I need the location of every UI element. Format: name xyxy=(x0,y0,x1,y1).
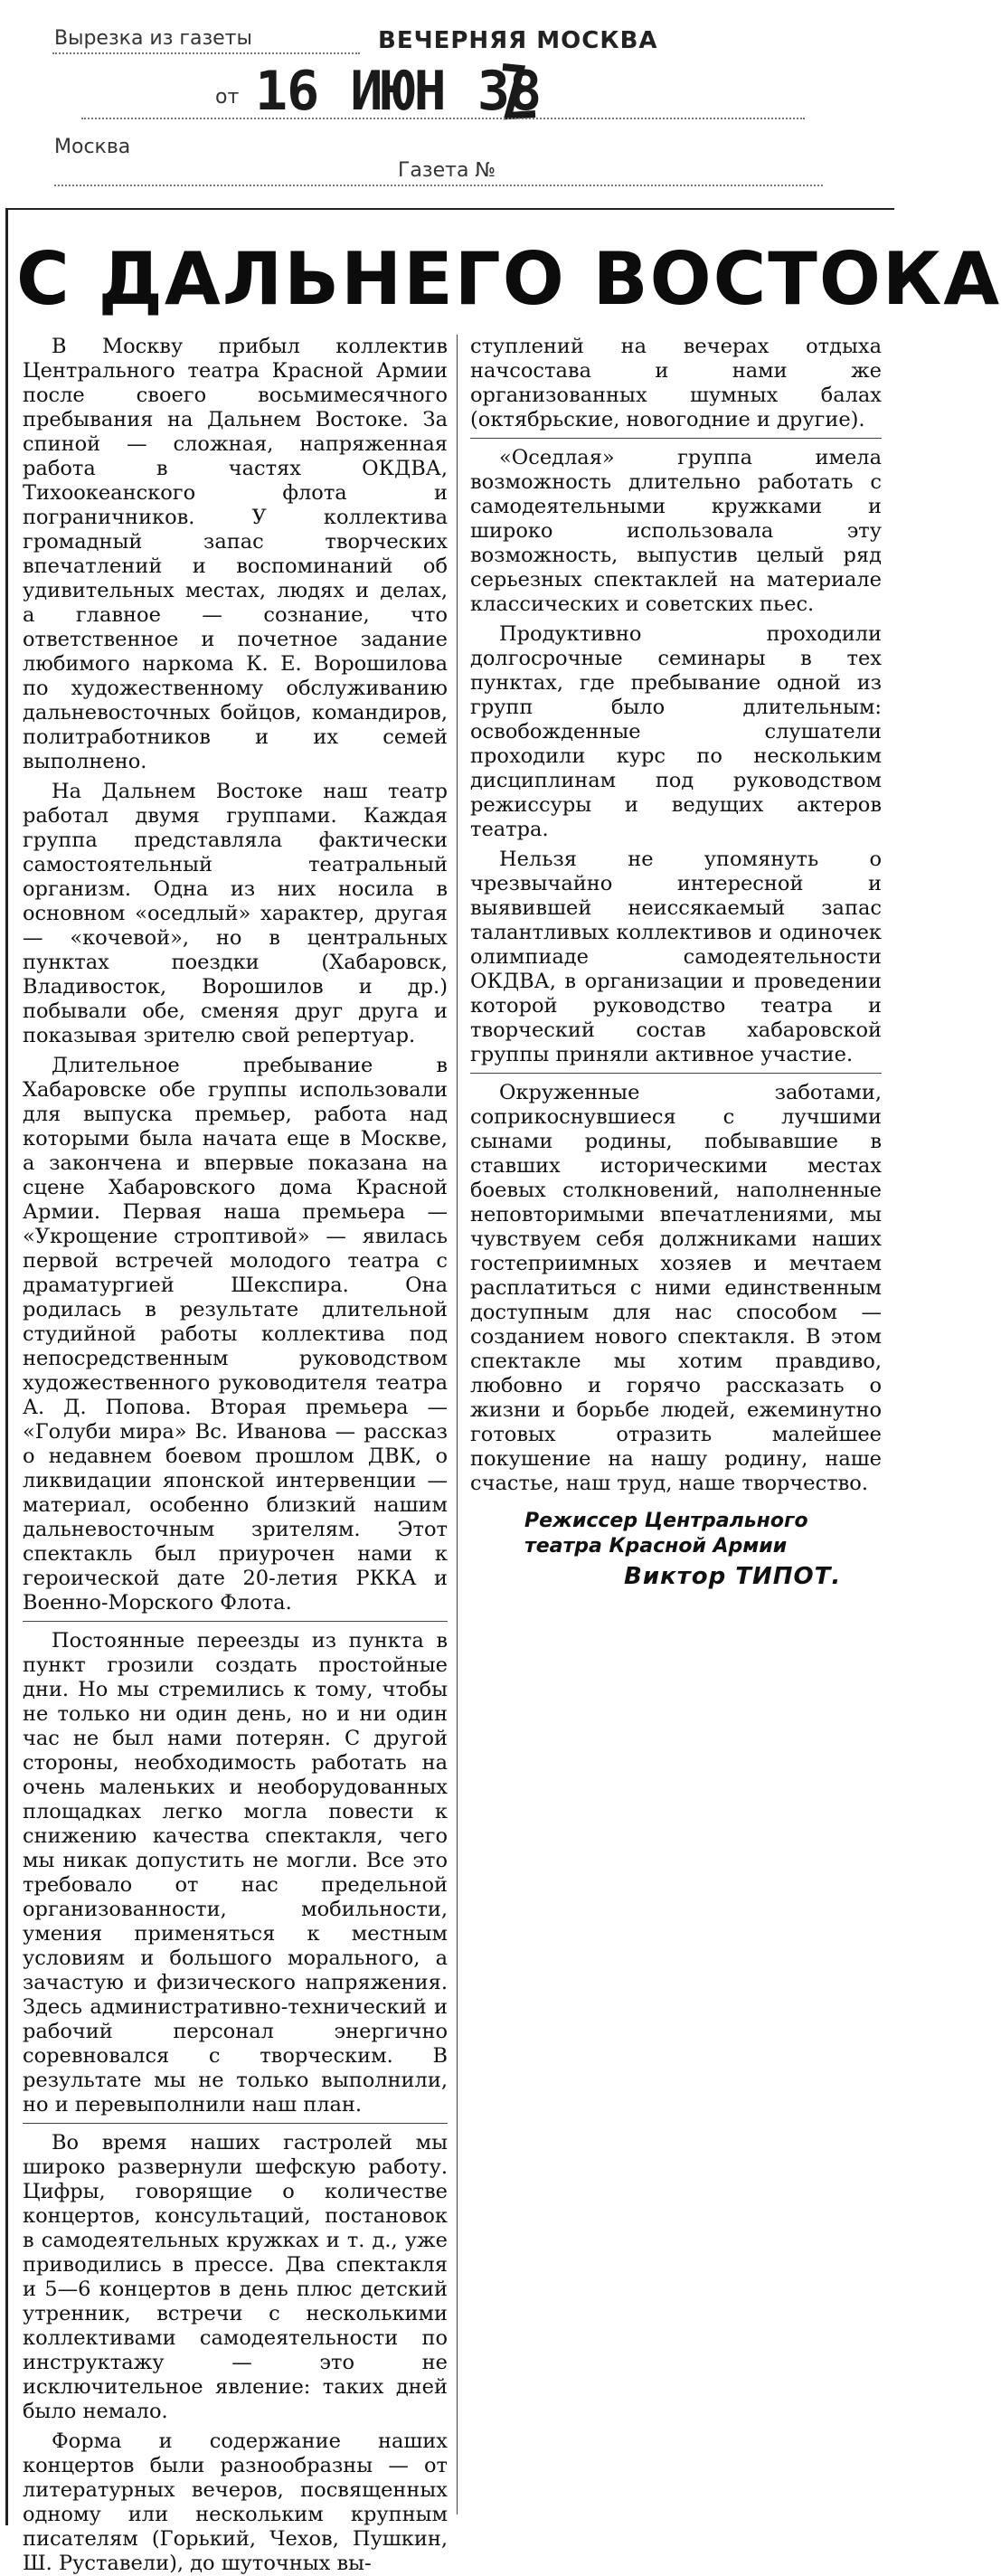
article-paragraph: Постоянные переезды из пункта в пункт грозили создать простойные дни. Но мы стремились к тому, чтобы не только ни один день, но и ни один час не был нами потерян. С другой стороны, необходимость работать на очень маленьких и необорудованных площадках легко могла повести к снижению качества спектакля, чего мы никак допустить не могли. Все это требовало от нас предельной организованности, мобильности, умения применяться к местным условиям и большого морального, а зачастую и физического напряжения. Здесь административно-технический и рабочий персонал энергично соревновался с творческим. В результате мы не только выполнили, но и перевыполнили наш план. xyxy=(23,1629,448,2117)
newspaper-name: ВЕЧЕРНЯЯ МОСКВА xyxy=(378,27,658,54)
city-label: Москва xyxy=(54,136,131,158)
column-divider xyxy=(23,2123,448,2124)
article-paragraph: Окруженные заботами, соприкоснувшиеся с лучшими сынами родины, побывавшие в ставших историческими местах боевых столкновений, наполненные неповторимыми впечатлениями, мы чувствуем себя должниками наших гостеприимных хозяев и мечтаем расплатиться с ними единственным доступным для нас способом — созданием нового спектакля. В этом спектакле мы хотим правдиво, любовно и горячо рассказать о жизни и борьбе людей, ежеминутно готовых отразить малейшее покушение на нашу родину, наше счастье, наш труд, наше творчество. xyxy=(470,1081,882,1495)
article-paragraph: Длительное пребывание в Хабаровске обе группы использовали для выпуска премьер, работа над которыми была начата еще в Москве, а закончена и впервые показана на сцене Хабаровского дома Красной Армии. Первая наша премьера — «Укрощение строптивой» — явилась первой встречей молодого театра с драматургией Шекспира. Она родилась в результате длительной студийной работы коллектива под непосредственным руководством художественного руководителя театра А. Д. Попова. Вторая премьера — «Голуби мира» Вс. Иванова — рассказ о недавнем боевом прошлом ДВК, о ликвидации японской интервенции — материал, особенно близкий нашим дальневосточным зрителям. Этот спектакль был приурочен нами к героической дате 20-летия РККА и Военно-Морского Флота. xyxy=(23,1054,448,1615)
column-rule xyxy=(457,335,458,2514)
article-column-right xyxy=(470,335,882,1601)
clipping-label: Вырезка из газеты xyxy=(54,27,252,50)
column-divider xyxy=(470,1073,882,1074)
column-divider xyxy=(470,438,882,439)
date-stamp-mark xyxy=(496,62,539,121)
from-label: от xyxy=(215,86,240,109)
article-paragraph: «Оседлая» группа имела возможность длительно работать с самодеятельными кружками и широко использовала эту возможность, выпустив целый ряд серьезных спектаклей на материале классических и советских пьес. xyxy=(470,446,882,616)
author-name: Виктор ТИПОТ. xyxy=(624,1563,842,1590)
column-divider xyxy=(23,1621,448,1622)
article-paragraph: В Москву прибыл коллектив Центрального театра Красной Армии после своего восьмимесячного пребывания на Дальнем Востоке. За спиной — сложная, напряженная работа в частях ОКДВА, Тихоокеанского флота и пограничников. У коллектива громадный запас творческих впечатлений и воспоминаний об удивительных местах, людях и делах, а главное — сознание, что ответственное и почетное задание любимого наркома К. Е. Ворошилова по художественному обслуживанию дальневосточных бойцов, командиров, политработников и их семей выполнено. xyxy=(23,335,448,773)
article-paragraph: На Дальнем Востоке наш театр работал двумя группами. Каждая группа представляла фактически самостоятельный театральный организм. Одна из них носила в основном «оседлый» характер, другая — «кочевой», но в центральных пунктах поездки (Хабаровск, Владивосток, Ворошилов и др.) побывали обе, сменяя друг друга и показывая зрителю свой репертуар. xyxy=(23,780,448,1047)
article-paragraph: Во время наших гастролей мы широко развернули шефскую работу. Цифры, говорящие о количестве концертов, консультаций, постановок в самодеятельных кружках и т. д., уже приводились в прессе. Два спектакля и 5—6 концертов в день плюс детский утренник, встречи с несколькими коллективами самодеятельности по инструктажу — это не исключительное явление: таких дней было немало. xyxy=(23,2131,448,2423)
header-rule-top xyxy=(52,52,360,54)
article-paragraph: Форма и содержание наших концертов были разнообразны — от литературных вечеров, посвященных одному или нескольким крупным писателям (Горький, Чехов, Пушкин, Ш. Руставели), до шуточных вы- xyxy=(23,2429,448,2575)
issue-label: Газета № xyxy=(398,159,496,182)
author-role: Режиссер Центрального театра Красной Армии xyxy=(524,1510,808,1558)
article-column-left xyxy=(23,335,448,2575)
article-paragraph: ступлений на вечерах отдыха начсостава и нами же организованных шумных балах (октябрьские, новогодние и другие). xyxy=(470,335,882,431)
article-paragraph: Продуктивно проходили долгосрочные семинары в тех пунктах, где пребывание одной из групп было длительным: освобожденные слушатели проходили курс по нескольким дисциплинам под руководством режиссуры и ведущих актеров театра. xyxy=(470,622,882,841)
article-headline: С ДАЛЬНЕГО ВОСТОКА xyxy=(16,237,1001,321)
header-rule-bottom xyxy=(54,185,823,186)
clipping-header xyxy=(0,0,900,208)
header-rule-mid xyxy=(81,118,805,119)
article-paragraph: Нельзя не упомянуть о чрезвычайно интересной и выявившей неиссякаемый запас талантливых коллективов и одиночек олимпиаде самодеятельности ОКДВА, в организации и проведении которой руководство театра и творческий состав хабаровской группы приняли активное участие. xyxy=(470,848,882,1066)
date-stamp: 16 ИЮН 38 xyxy=(255,60,542,123)
